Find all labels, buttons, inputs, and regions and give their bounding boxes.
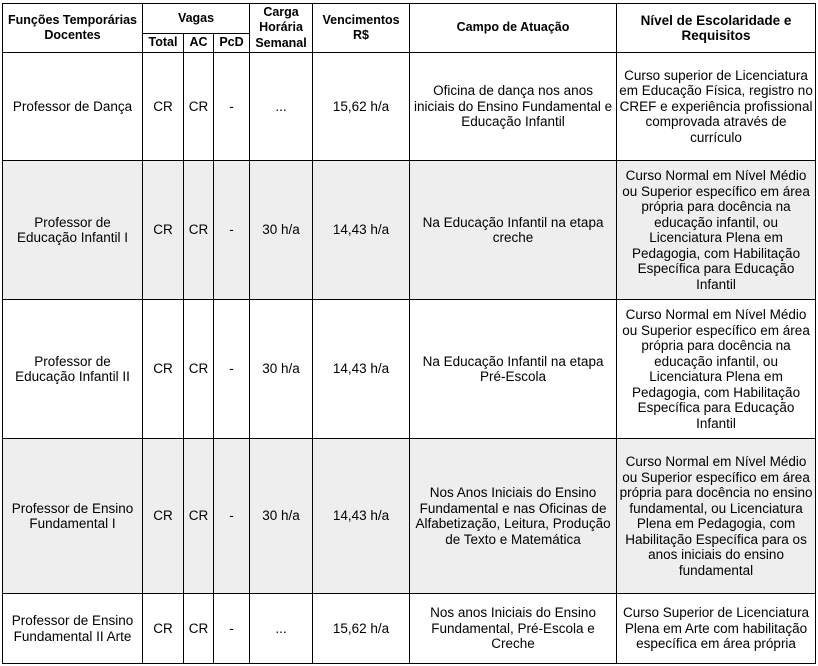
cell-pcd: - — [214, 439, 250, 594]
cell-funcao: Professor de Educação Infantil I — [3, 161, 143, 300]
header-carga: Carga Horária Semanal — [250, 4, 313, 53]
header-pcd: PcD — [214, 34, 250, 53]
cell-funcao: Professor de Dança — [3, 53, 143, 161]
cell-nivel: Curso Superior de Licenciatura Plena em Arte com habilitação específica em área própria — [617, 594, 816, 664]
cell-carga: 30 h/a — [250, 300, 313, 439]
header-campo: Campo de Atuação — [410, 4, 617, 53]
cell-campo: Na Educação Infantil na etapa creche — [410, 161, 617, 300]
cell-ac: CR — [184, 161, 214, 300]
cell-nivel: Curso Normal em Nível Médio ou Superior específico em área própria para docência na educação infantil, ou Licenciatura Plena em Pedagogia, com Habilitação Específica para Educação Infantil — [617, 161, 816, 300]
cell-funcao: Professor de Educação Infantil II — [3, 300, 143, 439]
cell-vencimentos: 14,43 h/a — [313, 439, 410, 594]
vagas-table — [2, 3, 816, 664]
cell-nivel: Curso Normal em Nível Médio ou Superior específico em área própria para docência no ensino fundamental, ou Licenciatura Plena em Pedagogia, com Habilitação Específica para os anos iniciais do ensino fundamental — [617, 439, 816, 594]
cell-total: CR — [143, 439, 184, 594]
table-row — [3, 439, 816, 594]
cell-vencimentos: 15,62 h/a — [313, 53, 410, 161]
cell-funcao: Professor de Ensino Fundamental I — [3, 439, 143, 594]
cell-vencimentos: 15,62 h/a — [313, 594, 410, 664]
table-row — [3, 53, 816, 161]
cell-total: CR — [143, 53, 184, 161]
cell-nivel: Curso Normal em Nível Médio ou Superior específico em área própria para docência na educação infantil, ou Licenciatura Plena em Pedagogia, com Habilitação Específica para Educação Infantil — [617, 300, 816, 439]
cell-ac: CR — [184, 53, 214, 161]
cell-total: CR — [143, 300, 184, 439]
header-funcoes: Funções Temporárias Docentes — [3, 4, 143, 53]
header-total: Total — [143, 34, 184, 53]
table-row — [3, 161, 816, 300]
cell-carga: ... — [250, 53, 313, 161]
cell-vencimentos: 14,43 h/a — [313, 300, 410, 439]
cell-campo: Nos anos Iniciais do Ensino Fundamental, Pré-Escola e Creche — [410, 594, 617, 664]
cell-pcd: - — [214, 53, 250, 161]
header-vencimentos: Vencimentos R$ — [313, 4, 410, 53]
cell-carga: 30 h/a — [250, 161, 313, 300]
cell-pcd: - — [214, 300, 250, 439]
cell-ac: CR — [184, 439, 214, 594]
cell-ac: CR — [184, 300, 214, 439]
cell-ac: CR — [184, 594, 214, 664]
table-row — [3, 594, 816, 664]
header-vagas: Vagas — [143, 4, 250, 34]
cell-carga: 30 h/a — [250, 439, 313, 594]
header-ac: AC — [184, 34, 214, 53]
cell-campo: Oficina de dança nos anos iniciais do Ensino Fundamental e Educação Infantil — [410, 53, 617, 161]
cell-total: CR — [143, 594, 184, 664]
table-row — [3, 300, 816, 439]
cell-pcd: - — [214, 161, 250, 300]
cell-funcao: Professor de Ensino Fundamental II Arte — [3, 594, 143, 664]
cell-campo: Na Educação Infantil na etapa Pré-Escola — [410, 300, 617, 439]
cell-nivel: Curso superior de Licenciatura em Educação Física, registro no CREF e experiência profissional comprovada através de currículo — [617, 53, 816, 161]
cell-vencimentos: 14,43 h/a — [313, 161, 410, 300]
cell-pcd: - — [214, 594, 250, 664]
cell-campo: Nos Anos Iniciais do Ensino Fundamental e nas Oficinas de Alfabetização, Leitura, Produção de Texto e Matemática — [410, 439, 617, 594]
cell-carga: ... — [250, 594, 313, 664]
header-nivel: Nível de Escolaridade e Requisitos — [617, 4, 816, 53]
cell-total: CR — [143, 161, 184, 300]
